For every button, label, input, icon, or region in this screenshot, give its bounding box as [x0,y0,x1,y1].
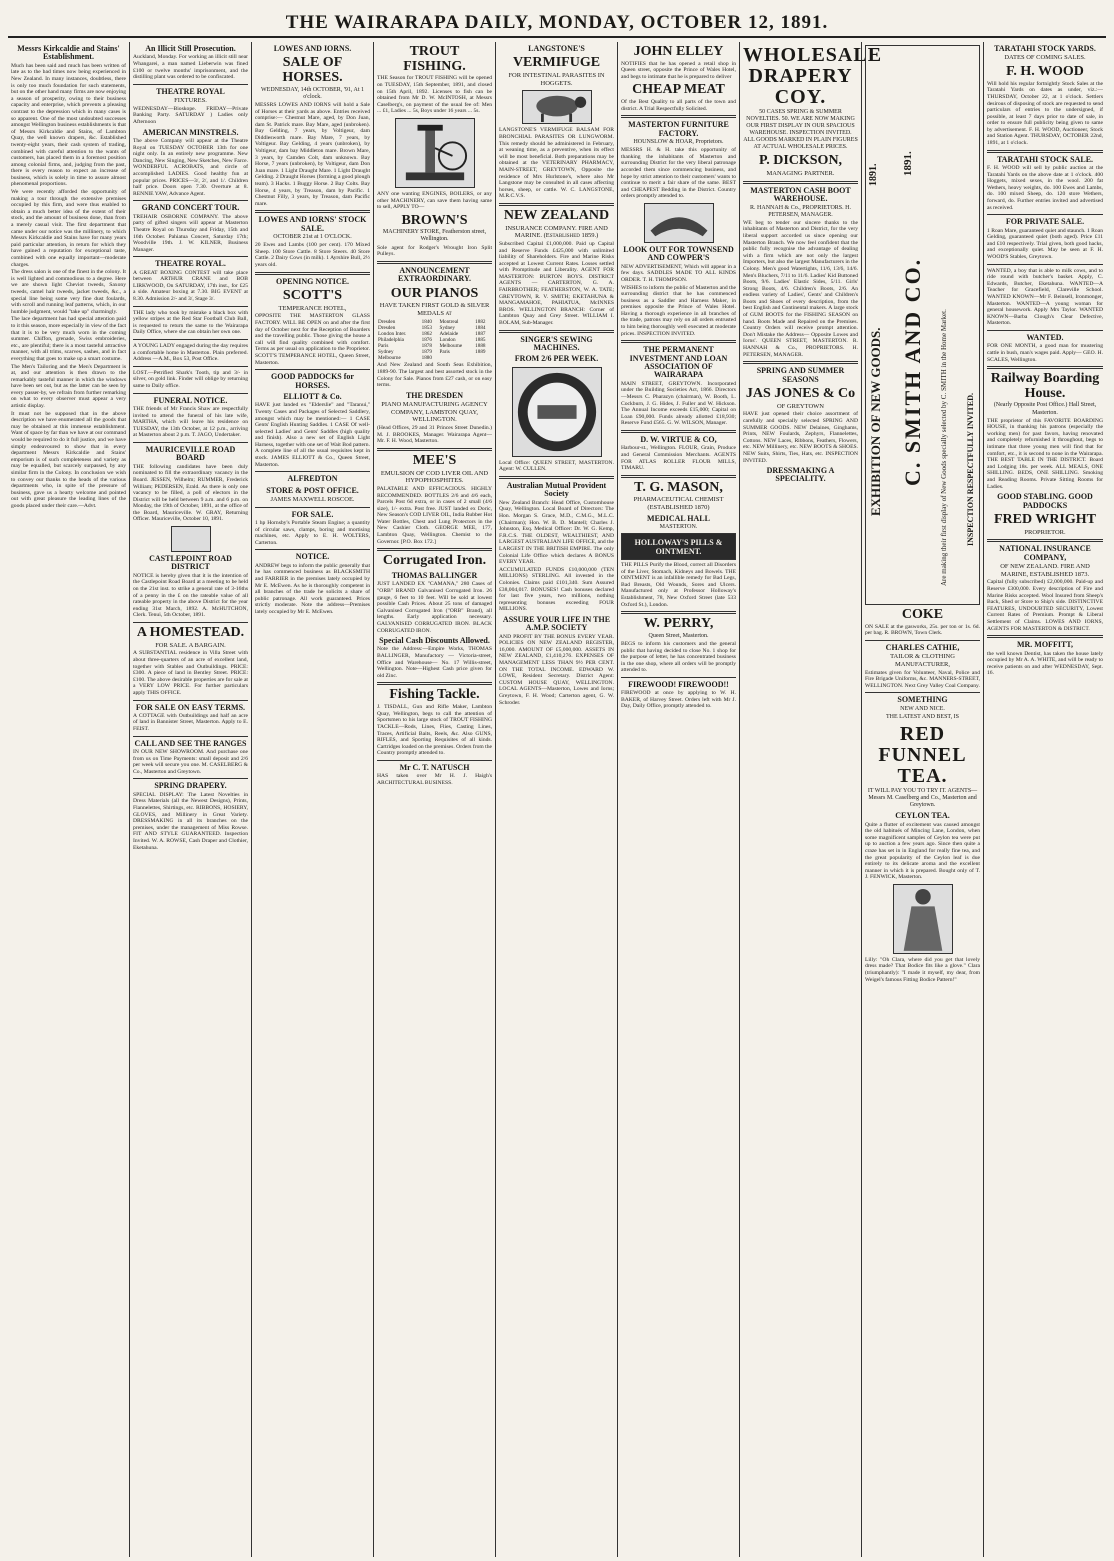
notice-text: THE following candidates have been duly nominated to fill the extraordinary vacancy in the Board. JESSEN, Wilhelm; RUMMER, Frederick William; PEDERSEN, Erald. As there is only one vacancy to be filled, a poll of electors in the District will be held between 9 a.m. and 6 p.m. on Monday, the 19th of October, 1891, at the office of the Board, Mauriceville. W. GRAY, Returning Officer. Mauriceville, October 10, 1891. [133,463,248,523]
article-paragraph: We were recently afforded the opportunity of making a tour through the extensive premises occupied by this firm, and were thus enabled to obtain a much better idea of the extent of their stock, and the amount of business done, than from a merely casual visit. The first department that came under our notice was the millinery, to which Messrs Kirkcaldie and Stains have for many years paid particular attention, in return for which they have gained a reputation for exceptional taste, combined with one equally important—moderate charges. [11,189,126,268]
divider [743,361,858,364]
ad-heading: NEW ZEALAND [503,207,610,223]
ad-text: IT WILL PAY YOU TO TRY IT. AGENTS—Messrs M. Caselberg and Co., Masterton and Greytown. [867,787,978,809]
ad-subheading: R. HANNAH & Co., PROPRIETORS. H. PETERSEN, MANAGER. [750,204,851,218]
ad-heading: P. DICKSON, [758,153,843,169]
medal-cell: Dresden [378,318,396,325]
divider [621,611,736,614]
divider [133,622,248,623]
ad-heading: THEATRE ROYAL [156,86,225,96]
ad-subheading: FOR SALE. A BARGAIN. [155,641,226,649]
ad-text: Subscribed Capital £1,000,000. Paid up Capital and Reserve Funds £425,000 with unlimited liability of Shareholders. Fire and Marine Risks accepted at Lowest Current Rates. Losses settled with Promptitude and Liberality. AGENT FOR MASTERTON: BURTON BOYS. DISTRICT AGENTS — CARTERTON, G. A. FAIRBROTHER; FEATHERSTON, W. A. TATE; GREYTOWN, R. V. SMITH; EKETAHUNA & MANGAMAHOE, PAHIATUA, McINNES BROS. WELLINGTON BRANCH: Corner of Lambton Quay and Grey Street. WILLIAM I. BOLAM, Sub-Manager. [499,240,614,327]
ad-heading: Railway Boarding House. [990,371,1100,401]
ad-heading: SCOTT'S [282,288,343,304]
article-paragraph: Much has been said and much has been written of late as to the bad times now being experienced in New Zealand. In many instances, doubtless, there is only too much foundation for such statements, but on the other hand many firms are now enjoying a season of prosperity, owing to their business capacity and enterprise, which prevents a pleasing contrast to the depression which in many cases is so apparent. One of the most undoubted successes amongst Wellington business establishments is that of Messrs Kirkcaldie and Stains, of Lambton Quay, the well known drapers, &c. Established twenty-eight years, their cash system of trading, combined with careful attention to the wants of customers, has placed them in a foremost position among colonial firms, and, judging from the past, there is every reason to expect an increase of business, which is solely in time to assure almost phenomenal proportions. [11,62,126,188]
ad-heading: SINGER'S SEWING MACHINES. [520,334,593,353]
ad-text: LOST.—Petrified Shark's Tooth, tip and 3/- in silver, on gold link. Finder will oblige by returning same to Daily office. [133,369,248,389]
divider [133,778,248,779]
ad-text: A YOUNG LADY engaged during the day requires a comfortable home in Masterton. Plain preferred. Address —A.M., Box 53, Post Office. [133,343,249,363]
divider [133,256,248,257]
ad-subheading: OF GREYTOWN [776,402,824,410]
divider [743,181,858,184]
ad-text: SPECIAL DISPLAY: The Latest Novelties in Dress Materials (all the Newest Designs), Prints, Flannelettes, Shirtings, etc. RIBBONS, HOSIERY, GLOVES, and Millinery in Great Variety. DRESSMAKING in all its branches on the premises, under the management of Miss Rowse. FIT AND STYLE GUARANTEED. Inspection Invited. W. A. ROWSE, Cash Draper and Clothier, Eketahuna. [133,791,248,851]
ad-subheading: DATES OF COMING SALES. [1004,54,1086,62]
ad-subheading: (Nearly Opposite Post Office.) Hall Street, Masterton. [993,402,1097,416]
rotated-description: Are making their first display of New Goods specially selected by C. SMITH in the Home Market. [940,309,948,586]
ad-text: (Head Offices, 29 and 31 Princes Street Dunedin.) M. J. BROOKES, Manager. Wairarapa Agent—Mr. F. H. Wood, Masterton. [377,425,492,445]
ad-subheading: TAILOR & CLOTHING MANUFACTURER, [890,653,955,668]
ad-heading: JAS JONES & Co [745,386,856,401]
ad-text: FOR ONE MONTH, a good man for mustering cattle in bush, man's wages paid. Apply— GEO. H. SCALES, Wellington. [987,343,1103,363]
ad-heading: ELLIOTT & Co. [283,391,342,401]
ad-text: Of the Best Quality to all parts of the town and district. A Trial Respectfully Solicited. [621,99,736,112]
ad-text: WANTED, a boy that is able to milk cows, and to ride round with butcher's basket. Apply, C. Edwards, Butcher, Eketahuna. WANTED—A Teacher for Gracefield, Clareville School. WANTED KNOWN—Mr F. Beinsell, Ironmonger, Masterton. WANTED—A young woman for general housework. Apply Mrs Taylor. WANTED KNOWN—Barba Clough's Clear Defective, Masterton. [987,267,1103,327]
ad-subheading: WEDNESDAY, 14th OCTOBER, '91, At 1 o'clock. [261,86,364,100]
columns [8,42,1106,1557]
ad-text: Capital (fully subscribed) £2,000,000. Paid-up and Reserve £300,000. Every description of Fire and Marine Risks accepted. Wool Insured from Sheep's Back, Shed or Store to Ship's side. DISTINCTIVE FEATURES, UNDOUBTED SECURITY, Lowest Current Rates of Premium. Prompt & Liberal Settlement of Claims. LOWES AND IORNS, AGENTS FOR MASTERTON & DISTRICT. [987,579,1103,632]
masthead-title: THE WAIRARAPA DAILY, MONDAY, OCTOBER 12, 1891. [285,12,829,33]
ad-text: the well known Dentist, has taken the house lately occupied by Mr A. A. WHITE, and will be ready to receive patients on and after WEDNESDAY, Sept. 16. [987,650,1103,677]
ad-text: A GREAT BOXING CONTEST will take place between ARTHUR CRANE and BOB LIRKWOOD, On SATURDAY, 17th inst., for £25 a side. Amateur boxing at 7.30. BIG EVENT at 8.30. Admission 2/- and 3/, Stage 3/. [133,269,248,303]
ad-heading: GRAND CONCERT TOUR. [141,203,240,213]
ad-heading: MASTERTON CASH BOOT WAREHOUSE. [750,185,851,204]
medal-cell: Melbourne [439,343,463,350]
ad-subheading: INSURANCE COMPANY. FIRE AND MARINE. (Established 1859.) [505,224,608,240]
divider [499,203,614,206]
ad-subheading: MACHINERY STORE, Featherston street, Wellington. [382,229,487,243]
rotated-firm-name: C. SMITH AND CO. [900,257,925,486]
ad-text: JUST LANDED EX "CAMANA," 280 Cases of "ORB" BRAND Galvanised Corrugated Iron. 26 gauge, 6 feet to 10 feet. Will be sold at lowest possible Cash Prices. About 25 tons of damaged Galvanised Corrugated Iron ("ORB" Brand), all lengths. Early application necessary. GALVANISED CORRUGATED IRON. BLACK CORRUGATED IRON. [377,581,492,634]
ad-text: 1 Roan Mare, guaranteed quiet and staunch. 1 Roan Gelding, guaranteed quiet (both aged). Price £11 and £10 respectively. Trial given, both good hacks, and exceptionally quiet. May be seen at F. H. WOOD'S Stables, Greytown. [987,227,1103,260]
singer-logo-icon [512,367,602,457]
article-heading: Messrs Kirkcaldie and Stains' Establishment. [17,44,120,62]
ad-text: FIREWOOD at once by applying to W. H. BAKER, of Harvey Street. Orders left with Mr J. Day, Daily Office, promptly attended to. [621,690,736,710]
ad-subheading: MANAGING PARTNER. [766,170,835,178]
ad-heading: LOOK OUT FOR TOWNSEND AND COWPER'S [623,244,734,263]
ad-heading: FOR SALE. [291,509,334,519]
ad-text: OPPOSITE THE MASTERTON GLASS FACTORY. WILL BE OPEN on and after the first day of October next for the Reception of Boarders and the travelling public. Those giving the house a call will find quality combined with comfort. Terms as per usual on application to the Proprietor. SCOTT'S TEMPERANCE HOTEL, Queen Street, Masterton. [255,313,370,366]
ad-text: J. TISDALL, Gun and Rifle Maker, Lambton Quay, Wellington, begs to call the attention of Sportsmen to his large stock of TROUT FISHING TACKLE—Rods, Lines, Flies, Casting Lines, Traces, Artificial Baits, Reels, &c. Also GUNS, RIFLES, and Sporting Requisites of all kinds. Cartridges loaded on the premises. Orders from the Country promptly attended to. [377,704,492,757]
medal-cell: Paris [378,343,389,350]
ad-heading: THE DRESDEN [405,390,464,400]
ad-text: 1 hp Hornsby's Portable Steam Engine; a quantity of circular saws, clamps, boring and mortising machines, etc. Apply to E. H. WOLTERS, Carterton. [255,520,370,546]
ad-text: HAVE just opened their choice assortment of carefully and specially selected SPRING AND SUMMER GOODS. NEW Delaines, Ginghams, Prints, NEW Foulards, Zephyrs, Flannelettes, Cottons. NEW Laces, Ribbons, Feathers, Flowers, etc. NEW Millinery, etc. NEW BOOTS & SHOES. NEW Suits, Shirts, Ties, Hats, etc. INSPECTION INVITED. [743,411,858,464]
news-text: Auckland, Monday. For working an illicit still near Whangarei, a man named Lieberwin was fined £100 or twelve months' imprisonment, and the distilling plant was ordered to be confiscated. [133,54,248,81]
ad-heading: FRED WRIGHT [993,511,1097,527]
ad-text: PALATABLE AND EFFICACIOUS. HIGHLY RECOMMENDED. BOTTLES 2/6 and 4/6 each, Parcels Post 6d extra, or in cases of 2 small (4/6 size), 1/- extra. Post free. JUST landed ex Doric, New Season's COD LIVER OIL, India Rubber Hot Water Bottles, Chest and Lung Protectors in the New Cashier Cloth. GEORGE MEE, 177, Lambton Quay, Wellington. Chemist to the Governor. [P.O. Box 172.] [377,485,492,545]
ad-heading: LOWES AND IORNS. [273,44,352,53]
column-5 [496,42,618,1557]
rotated-invite: INSPECTION RESPECTFULLY INVITED. [966,393,975,546]
divider [133,84,248,85]
ad-heading: TARATAHI STOCK YARDS. [994,44,1096,53]
ad-heading: WHOLESALE DRAPERY COY. [743,44,883,108]
rotated-year: 1891. [868,163,879,186]
medal-cell: Adelaide [439,330,459,337]
notice-text: THE friends of Mr Francis Shaw are respectfully invited to attend the funeral of his late wife, MARTHA, which will leave his residence on TUESDAY, the 13th October, at 12 p.m., arriving at Masterton about 2 p.m. T. JAGO, Undertaker. [133,405,248,439]
medal-cell: Montreal [439,318,459,325]
ad-heading: MASTERTON FURNITURE FACTORY. [628,120,729,138]
ad-subheading: TEMPERANCE HOTEL, [278,304,347,312]
ad-text: THE lady who took by mistake a black box with yellow stripes at the Red Star Football Club Ball, is requested to return the same to the Wairarapa Daily Office, where she can obtain her own one. [133,309,248,336]
ad-heading: CALL AND SEE THE RANGES [134,738,247,748]
ad-heading: T. G. MASON, [634,479,723,495]
ad-text: F. H. WOOD will sell by public auction at the Taratahi Yards on the above date at 1 o'clock. 400 Hoggets, mixed sexes, in the wool. 200 fat Wethers, heavy weights, do. 100 Ewes and Lambs, do. 100 mixed Sheep, do. 120 store Wethers, forward, do. Further entries invited and advertised as received. [987,165,1103,211]
ad-text: Sole agent for Rodger's Wrought Iron Split Pulleys. [377,244,492,258]
medal-cell: 1887 [475,330,486,337]
ad-text: ON SALE at the gasworks, 25s. per ton or 1s. 6d. per bag. R. BROWN, Town Clerk. [865,623,980,637]
ad-text: 20 Ewes and Lambs (100 per cent). 170 Mixed Sheep. 100 Store Cattle. 8 Store Steers. 40 Store Cattle. 2 Dairy Cows (in milk). 1 Ayrshire Bull, 2½ years old. [255,242,370,269]
divider [987,539,1103,542]
medal-cell: 1862 [421,330,432,337]
ad-text: Local Office: QUEEN STREET, MASTERTON. Agent: W. CULLEN. [499,459,614,473]
medal-cell [474,355,492,361]
divider [987,366,1103,369]
steam-engine-illustration [395,118,475,188]
column-8 [862,42,984,1557]
notice-text: NOTICE is hereby given that it is the intention of the Castlepoint Road Board at a meeting to be held on the 21st inst. to strike a general rate of 3-16ths of a penny in the £ on the rateable value of all rateable property in the above District for the year ending 31st March, 1892. A. McHUTCHON, Clerk. Tenui, 5th October, 1891. [133,572,248,619]
ad-heading: Mr C. T. NATUSCH [399,762,470,772]
ad-heading: NATIONAL INSURANCE COMPANY, [999,544,1091,562]
ad-text: A COTTAGE with Outbuildings and half an acre of land in Bannister Street, Masterton. Apply to E. FEIST. [133,712,248,733]
ad-subheading: PHARMACEUTICAL CHEMIST (ESTABLISHED 1870) [633,496,724,512]
medal-cell: Dresden [378,324,396,331]
smith-exhibition-ad [865,45,980,605]
divider [621,340,736,343]
ad-text: WISHES to inform the public of Masterton and the surrounding district that he has commenced business as a Saddler and Harness Maker, in premises opposite the Prince of Wales Hotel. Having a thorough experience in all branches of the trade, patrons may rely on all orders entrusted to him being thoroughly well executed at moderate prices. INSPECTION INVITED. [621,284,736,337]
medals-table [377,319,492,362]
news-heading: An Illicit Still Prosecution. [145,44,236,53]
ad-text: Lilly: "Oh Clara, where did you get that lovely dress made? That Bodice fits like a glove." Clara (triumphantly): "I made it myself, my dear, from Weigel's famous Fitting Bodice Pattern!" [865,956,980,983]
medal-cell: 1882 [475,318,486,325]
ad-heading: SPRING DRAPERY. [154,781,227,791]
divider [133,306,248,307]
divider [621,430,736,433]
ad-text: NEW ADVERTISEMENT, Which will appear in a few days. SADDLES MADE TO ALL KINDS ORDER. T. H. THOMPSON. [621,263,736,283]
ad-text: MESSRS LOWES AND IORNS will hold a Sale of Horses at their yards as above. Entries received comprise:— Chestnut Mare, aged, by Don Juan, dam St. Patrick mare. Bay Mare, aged (unbroken). Bay Gelding, 7 years, by Voltigeur, dam Diddlesworth mare. Bay Mare, 7 years, by Voltigeur. Bay Gelding, 4 years (unbroken), by Voltigeur, dam bay Middleton mare. Brown Mare, 3 years, by Camden Colt, dam unknown. Bay Horse, 7 years (unbroken), by Voltigeur, dam Don Juan mare. 1 Light Draught Mare. 1 Light Draught Gelding. 2 Draught Horses (forming a good plough team). 3 Hacks. 1 Buggy Horse. 2 Bay Colts. Bay Horse, 4 years, by Treason, dam by Pacific. 1 Chestnut Filly, 3 years, by Treason, dam Pacific mare. [255,101,370,207]
column-3 [252,42,374,1557]
ad-heading: ASSURE YOUR LIFE IN THE A.M.P. SOCIETY [502,614,611,633]
ad-heading: SPRING AND SUMMER SEASONS [756,366,845,384]
divider [377,682,492,685]
ad-subheading: NEW AND NICE. [900,705,945,712]
ad-text: NOTIFIES that he has opened a retail shop in Queen street, opposite the Prince of Wales Hotel, and begs to intimate that he is prepared to deliver [621,60,736,80]
ad-subheading: PIANO MANUFACTURING AGENCY COMPANY, LAMBTON QUAY, WELLINGTON. [381,401,488,424]
divider [255,369,370,370]
divider [255,549,370,550]
ad-subheading: HOUNSLOW & HOAR, Proprietors. [633,139,724,146]
medal-cell: 1840 [421,318,432,325]
divider [621,677,736,678]
divider [133,700,248,701]
ad-text: And New Zealand and South Seas Exhibition, 1889-90. The largest and best assorted stock in the Colony for Sale. Pianos from £27 cash, or on easy terms. [377,362,492,389]
holloway-banner [621,533,736,560]
ad-heading: W. PERRY, [643,616,714,632]
ad-heading: JOHN ELLEY [633,44,724,59]
ad-heading: CEYLON TEA. [895,811,950,821]
ad-heading: GOOD STABLING. GOOD PADDOCKS [997,492,1093,510]
medal-row [377,355,492,361]
divider [621,115,736,118]
ad-text: ANDREW begs to inform the public generally that he has commenced business as BLACKSMITH and FARRIER in the premises lately occupied by Mr E. McEwen. As he is thoroughly competent in all branches of the trade he solicits a share of public patronage. All work guaranteed. Prices strictly moderate. Note the address—Premises lately occupied by Mr E. McEwen. [255,562,370,615]
ad-text: ACCUMULATED FUNDS £10,000,000 (TEN MILLIONS) STERLING. All invested in the Colonies. Claims paid £101,340. Sum Assured £38,004,017. BONUSES! Cash bonuses declared for last five years, two millions, nothing representing bonuses exceeding FOUR MILLIONS. [499,566,614,613]
medal-cell: 1876 [421,336,432,343]
ad-text: THE Season for TROUT FISHING will be opened on TUESDAY, 15th September, 1891, and closed on 15th April, 1892. Licenses to fish can be obtained from Mr D. W. McINTOSH, at Messrs Caselberg's, on payment of the usual fee of: Men ... £1, Ladies ... 5s, Boys under 16 years ... 5s. [377,75,492,115]
article-paragraph: The dress salon is one of the finest in the colony. It is well lighted and commodious to a degree. Here we are shown light Cheviot tweeds, Saxony tweeds, camel hair tweeds, jacket tweeds, &c., a special line being some very fine dust foulards, with scroll and running leaf patterns, which, in our humble judgment, would "take up" charmingly. [11,269,126,315]
divider [133,393,248,394]
divider [133,442,248,443]
ad-heading: MR. MOFFITT, [1016,640,1074,650]
divider [255,272,370,275]
ad-subheading: OCTOBER 21st at 1 O'CLOCK. [273,234,352,241]
ad-text: ANY one wanting ENGINES, BOILERS, or any other MACHINERY, can save them having same to sell, APPLY TO— [377,190,492,211]
medal-cell: London [439,336,456,343]
ad-text: Estimates given for Volunteer, Naval, Police and Fire Brigade Uniforms, &c. MANNERS-STREET, WELLINGTON. Next Grey Valley Coal Company. [865,669,980,689]
notice-heading: FUNERAL NOTICE. [153,395,228,405]
ad-heading: FOR SALE ON EASY TERMS. [135,702,246,712]
ad-heading: ANNOUNCEMENT EXTRAORDINARY. [398,265,471,284]
medal-cell: Paris [439,349,450,356]
ad-subheading: EMULSION OF COD LIVER OIL AND HYPOPHOSPHITES. [380,469,489,485]
divider [377,448,492,451]
ad-heading: SOMETHING [897,695,948,705]
ad-heading: THEATRE ROYAL. [155,259,226,269]
ad-text: Note the Address:—Empire Works, THOMAS BALLINGER, Manufactory — Victoria-street, Office and Warehouse— No. 17 Willis-street, Wellington. Note—Highest Cash price given for old Zinc. [377,646,492,679]
ad-heading: D. W. VIRTUE & CO, [640,434,717,444]
ad-heading: FOR PRIVATE SALE. [1005,217,1085,227]
column-9 [984,42,1106,1557]
ad-heading: TROUT FISHING. [403,44,466,74]
ad-text: LANGSTONE'S VERMIFUGE BALSAM FOR BRONCHIAL PARASITES OR LUNGWORM. This remedy should be administered in February, at weaning time, as a preventive, when its effect will be most beneficial. Both preparations may be obtained at the VETERINARY PHARMACY, MAIN-STREET, GREYTOWN, Opposite the residence of Mrs Hurlstone's, where also Mr Langstone may be consulted in all cases affecting horses, sheep, or cattle. W. C. LANGSTONE, M.R.C.V.S. [499,127,614,200]
rotated-year: 1891. [902,151,914,176]
medal-cell: 1880 [421,355,432,362]
ad-text: HAVE just landed ex "Elderslie" and "Taranui," Twenty Cases and Packages of Selected Saddlery, amongst which may be mentioned:— 1 CASE Gents' English Hunting Saddles. 1 CASE Of well-selected Ladies' and Gents' Saddles (high quality and finish). Also a new set of English Light Harness, together with one set of Wait Bod pattern. A complete line of all the usual requisites kept in stock. JAMES ELLIOTT & Co., Queen Street, Masterton. [255,402,370,468]
ad-heading: Australian Mutual Provident Society [506,481,607,499]
ad-text: THE LATEST AND BEST, IS [886,713,959,720]
divider [987,635,1103,638]
ad-heading: OUR PIANOS [390,285,479,301]
ad-heading: SALE OF HORSES. [282,55,343,86]
divider [255,507,370,508]
ad-heading: NOTICE. [295,552,330,562]
ad-text: New Zealand Branch: Head Office, Customhouse Quay, Wellington. Local Board of Directors: The Hon. Morgan S. Grace, M.D., C.M.G., M.L.C. (Chairman); Hon. W. B. D. Mantell; Charles J. Johnston, Esq. Medical Officer: Dr. W. G. Kemp, F.R.C.S. THE OLDEST, WEALTHIEST, AND LARGEST AUSTRALIAN LIFE OFFICE, and the LARGEST IN THE BRITISH EMPIRE. The only Colonial Life Office which declares A BONUS EVERY YEAR. [499,499,614,566]
divider [865,692,980,693]
medal-cell: Sydney [378,349,394,356]
ad-subheading: FOR INTESTINAL PARASITES IN HOGGETS. [508,72,605,87]
ad-heading: RED FUNNEL TEA. [878,722,967,787]
divider [255,210,370,213]
ad-heading: BROWN'S [401,212,468,228]
notice-heading: MAURICEVILLE ROAD BOARD [145,444,236,463]
coat-of-arms-icon [171,526,211,552]
medal-cell: 1878 [421,343,432,350]
ad-text: THE PILLS Purify the Blood, correct all Disorders of the Liver, Stomach, Kidneys and Bowels. THE OINTMENT is an infallible remedy for Bad Legs, Bad Breasts, Old Wounds, Sores and Ulcers. Manufactured only at Professor Holloway's Establishment, 78, New Oxford Street (late 533 Oxford St.), London. [621,562,736,608]
sheep-illustration [522,90,592,124]
medal-cell: Philadelphia [378,336,404,343]
ad-subheading: FIXTURES. [174,97,207,105]
divider [133,366,248,367]
ad-text: TREHAIR OSBORNE COMPANY. The above party of gifted singers will appear at Masterton Theatre Royal on Thursday and Friday, 15th and 16th October. Pahiatua Concert, Saturday 17th; Woodville 19th. J. W. KILNER, Business Manager. [133,213,248,253]
column-2 [130,42,252,1557]
medal-cell: London Inter. [378,330,407,337]
column-1 [8,42,130,1557]
rotated-heading: EXHIBITION OF NEW GOODS. [868,327,883,516]
ad-heading: DRESSMAKING A SPECIALITY. [766,466,835,484]
medal-cell: 1884 [475,324,486,331]
ad-text: Harbour-st., Wellington. FLOUR, Grain, Produce and General Commission Merchants. AGENTS FOR ATLAS ROLLER FLOUR MILLS, TIMARU. [621,445,736,472]
medal-cell: Melbourne [378,355,401,362]
divider [377,261,492,264]
ad-heading: CHARLES CATHIE, [885,642,960,652]
article-paragraph: The lace department has had special attention paid to it this season, more especially in view of the fact that it is to be very much worn in the coming summer. Chiffon, grenade, Swiss embroideries, etc., are plentiful; there is a most tasteful attractive manner, with all trims, scarves, sashes, and in fact everything that goes to make up a smart costume. [11,316,126,362]
divider [133,200,248,201]
divider [499,330,614,333]
ad-text: Will hold his regular fortnightly Stock Sales at the Taratahi Yards on dates as under, viz.:— THURSDAY, October 22, at 1 o'clock. Settlers desirous of disposing of stock are requested to send particulars of entries to the undersigned, if possible, at least 7 days prior to date of sale, in order to ensure full publicity being given to same by advertisement. F. H. WOOD, Auctioneer, Stock and Station Agent. THURSDAY, OCTOBER 22nd, 1891, at 1 o'clock. [987,80,1103,147]
divider [987,264,1103,265]
column-4 [374,42,496,1557]
ad-heading: WANTED. [1026,332,1064,342]
ad-text: WE beg to tender our sincere thanks to the inhabitants of Masterton and District, for the very liberal support accorded us since opening our Masterton Branch. We now feel confident that the public fully recognise the advantage of dealing with a firm which are not only the largest Importers, but also the largest Manufacturers in the Colony. Men's good Watertights, 11/6, 13/6, 14/6. Men's Bluchers, 7/11 to 11/6. Ladies' Kid Buttoned Boots, 9/6. Ladies' Elastic Sides, 5/11. Girls' Strong Boots, 4/6. Children's Boots, 2/6. An endless variety of Ladies', Gents' and Children's Boots and Shoes of every description, from the best English and Continental makers. A large stock of GUM BOOTS for the FISHING SEASON on hand. Boots Made and Repaired on the Premises. Country Orders will receive prompt attention. Don't Mistake the Address— Opposite Lowes and Iorns'. QUEEN STREET, MASTERTON. R. HANNAH & Co., PROPRIETORS. H. PETERSEN, MANAGER. [743,219,858,358]
ad-subheading: Queen Street, Masterton. [648,632,709,639]
ad-text: BEGS to inform his customers and the general public that having decided to close No. 1 shop for the purpose of letter, he has concentrated business in the one shop, where all orders will be promptly attended to. [621,640,736,674]
ad-text: IN OUR NEW SHOWROOM. And purchase one from us on Time Payments: small deposit and 2/6 per week will secure you one. M. CASELBERG & Co., Masterton and Greytown. [133,749,248,775]
ad-heading: THOMAS BALLINGER [391,570,478,580]
ad-heading: MEE'S [412,452,457,468]
ad-heading: AMERICAN MINSTRELS. [142,127,239,137]
divider [865,640,980,641]
column-6 [618,42,740,1557]
lady-illustration [893,884,953,954]
divider [499,476,614,479]
ad-subheading: PROPRIETOR. [1024,528,1066,536]
ad-heading: HOLLOWAY'S PILLS & OINTMENT. [634,538,723,556]
divider [987,330,1103,331]
ad-subheading: HAVE TAKEN FIRST GOLD & SILVER MEDALS at [379,302,490,317]
ad-text: 50 CASES SPRING & SUMMER NOVELTIES. 50. WE ARE NOW MAKING OUR FIRST DISPLAY IN OUR SPACIOUS WAREHOUSE. INSPECTION INVITED. ALL GOODS MARKED IN PLAIN FIGURES AT ACTUAL WHOLESALE PRICES. [743,109,858,151]
medal-cell [438,355,474,361]
ad-subheading: OF NEW ZEALAND. FIRE AND MARINE, ESTABLISHED 1873. [1000,563,1090,578]
ad-heading: Corrugated Iron. [382,553,487,569]
ad-heading: OPENING NOTICE. [276,276,349,286]
article-paragraph: The Men's Tailoring and the Men's Department is at, and our attention is then drawn to the remarkably tasteful manner in which the windows have been set out, but as the latter can be seen by every passer-by, we refrain from further remarking on what to every observer must appear a very artistic display. [11,363,126,410]
ad-heading: VERMIFUGE [512,55,601,71]
ad-heading: CHEAP MEAT [632,82,725,98]
ad-heading: STORE & POST OFFICE. [266,485,359,495]
ad-text: Quite a flutter of excitement was caused amongst the old habitués of Mincing Lane, London, when some magnificent samples of Ceylon tea were put up to auction a few years ago. Since then quite a craze has set in in England for really fine tea, and the great popularity of the Ceylon leaf is due entirely to its delicate aroma and the excellent manner in which it is prepared. Bought only of T. J. FENWICK, Masterton. [865,821,980,881]
saddle-illustration [644,203,714,243]
ad-heading: COKE [901,607,944,622]
ad-text: WEDNESDAY—Bioskope. FRIDAY—Private Banking Party. SATURDAY } Ladies only Afternoon [133,105,248,125]
medal-cell: 1853 [421,324,432,331]
ad-heading: A HOMESTEAD. [136,625,245,640]
divider [133,339,248,340]
divider [621,475,736,478]
ad-heading: Special Cash Discounts Allowed. [379,636,490,646]
ad-heading: FIREWOOD! FIREWOOD!! [628,679,729,689]
ad-heading: TARATAHI STOCK SALE. [996,154,1094,164]
article-paragraph: It must not be supposed that in the above description we have enumerated all the goods that may be obtained at this immense establishment. Want of space by far than we have at our command would be required to do it full justice, and we have simply endeavoured to show that in every department Messrs Kirkcaldie and Stains' emporium is of such completeness and variety as may be equalled, but scarcely surpassed, by any similar firm in the Colony. In conclusion we wish to convey our thanks to the heads of the various departments who, in spite of the pressure of business, gave us a hearty welcome and pointed out with great pleasure the leading lines of the goods placed under their care.—Advt. [11,410,126,509]
ad-text: MESSRS H. & H. take this opportunity of thanking the inhabitants of Masterton and surrounding District for the very liberal patronage accorded them since commencing business, and hope by strict attention to their customers' wants to continue to merit a fair share of the same. BEST and CHEAPEST Bedding in the District. Country orders promptly attended to. [621,147,736,200]
divider [377,548,492,551]
medal-cell: 1889 [475,349,486,356]
divider [377,760,492,761]
ad-heading: F. H. WOOD [1006,64,1084,80]
ad-text: AND PROFIT BY THE BONUS EVERY YEAR. POLICIES ON NEW ZEALAND REGISTER, 16,000. AMOUNT OF £5,000,000. ASSETS IN NEW ZEALAND, £1,410,276. EXPENSES OF MANAGEMENT LESS THAN 9½ PER CENT. ON THE TOTAL INCOME. EDWARD W. LOWE, Resident Secretary. District Agent: CUSTOM HOUSE QUAY, WELLINGTON. LOCAL AGENTS—Masterton, Lowes and Iorns; Greytown, F. H. Wood; Carterton agent, G. W. Schroder. [499,633,614,706]
medal-cell: 1879 [421,349,432,356]
ad-text: HAS taken over Mr H. J. Haigh's ARCHITECTURAL BUSINESS. [377,773,492,786]
ad-text: A SUBSTANTIAL residence in Villa Street with about three-quarters of an acre of excellent land, together with Stables and Outbuildings. PRICE: £300. A piece of land in Bentley Street. PRICE: £100. The above desirable properties are for sale at a VERY LOW PRICE. For further particulars apply THIS OFFICE. [133,650,248,696]
medal-cell: 1888 [475,343,486,350]
ad-heading: ALFREDTON [287,474,338,484]
ad-subheading: JAMES MAXWELL ROSCOE. [270,496,355,504]
ad-heading: GOOD PADDOCKS for HORSES. [271,372,354,390]
ad-text: MAIN STREET, GREYTOWN. Incorporated under the Building Societies Act, 1866. Directors—Messrs C. Pharazyn (chairman), W. Booth, L. Cockburn, J. G. Hides, J. Fuller and W. Hickson. The Annual Income exceeds £15,000; Capital on Loan £90,000. Funds already allotted £18,930; Reserve Fund £565. G. W. WILSON, Manager. [621,380,736,427]
medal-cell: Sydney [439,324,455,331]
divider [987,150,1103,153]
divider [255,471,370,472]
ad-subheading: MASTERTON. [659,524,698,531]
ad-heading: MEDICAL HALL [647,513,710,523]
ad-heading: LOWES AND IORNS' STOCK SALE. [258,215,367,233]
medal-cell: 1885 [475,336,486,343]
ad-heading: Fishing Tackle. [389,687,480,703]
ad-text: The above Company will appear at the Theatre Royal on TUESDAY OCTOBER 13th for one night only. In an entirely new programme. New Dancing, New Singing, New Sketches, New Farce. WONDERFUL ACROBATS, and circle of accomplished LADIES. Good healthy fun at popular prices. PRICES—3/, 2/, and 1/. Children half price. Doors open 7.30. Overture at 8. RENNIE YAW, Advance Agent. [133,137,248,197]
masthead [8,10,1106,38]
ad-heading: LANGSTONE'S [528,44,585,53]
ad-subheading: FROM 2/6 PER WEEK. [514,354,599,364]
divider [133,736,248,737]
divider [987,214,1103,215]
notice-heading: CASTLEPOINT ROAD DISTRICT [149,554,232,572]
ad-heading: THE PERMANENT INVESTMENT AND LOAN ASSOCIATION OF WAIRARAPA [629,345,728,380]
ad-text: THE proprietor of this FAVORITE BOARDING HOUSE, in thanking his patrons (especially the working men) for past favors, having renovated and completely refurnished it throughout, begs to intimate that three young men will find that for comfort, etc., it is second to none in the Wairarapa. THE BEST TABLE IN THE DISTRICT. Board and Lodging 18s. per week. ALL MEALS, ONE SHILLING. BEDS, ONE SHILLING. Smoking and Reading Rooms. Private Sitting Rooms for Ladies. [987,417,1103,490]
